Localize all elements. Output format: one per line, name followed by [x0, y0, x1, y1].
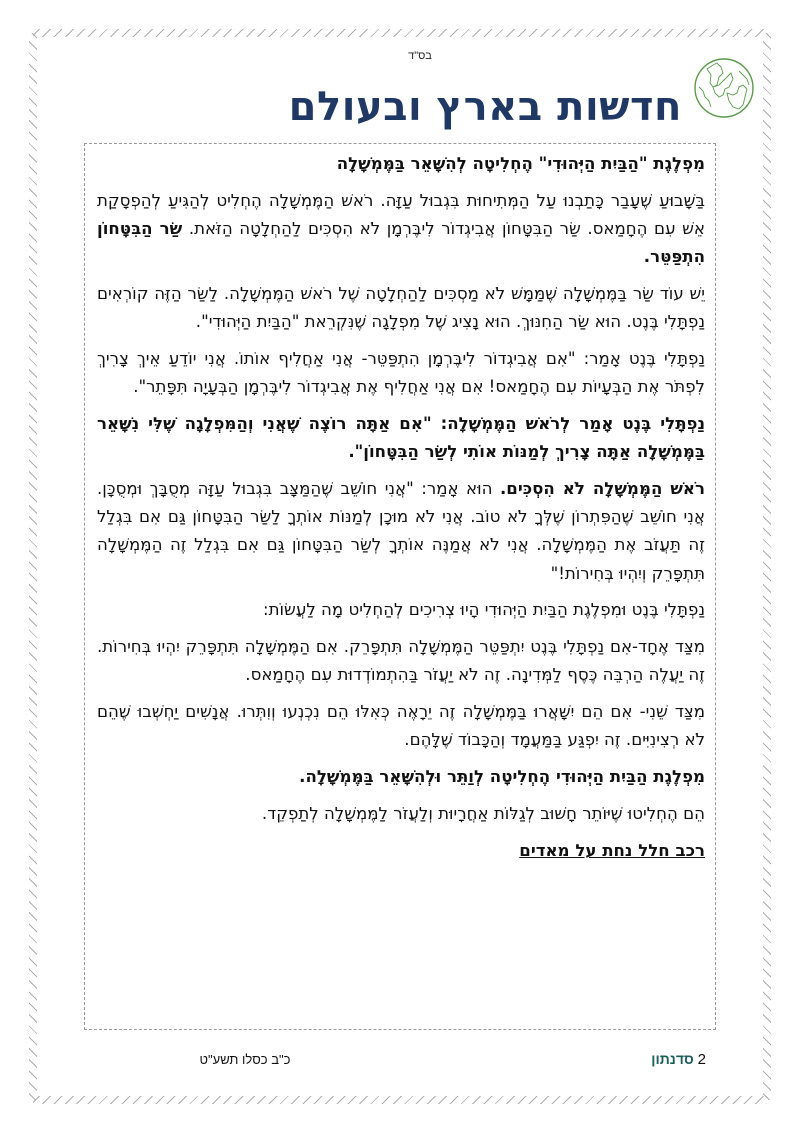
globe-icon [693, 57, 755, 119]
article-paragraph-4: נַפְתָּלִי בֶּנֶט אָמַר לְרֹאשׁ הַמֶּמְשָׁלָה: "אִם אַתָּה רוֹצֶה שֶׁאֲנִי וְהַמִּפְלָגָה שֶׁלִּי נִשָּׁאֵר בַּמֶּמְשָׁלָה אַתָּה צָרִיךְ לְמַנּוֹת אוֹתִי לְשַׂר הַבִּטָּחוֹן". [97, 414, 705, 462]
bsd-header: בס"ד [408, 50, 432, 62]
footer-brand [651, 1051, 710, 1068]
next-article-headline: רכב חלל נחת על מאדים [519, 840, 705, 860]
border-hatch-right [763, 33, 771, 1100]
article-paragraph-1 [97, 187, 705, 272]
article-paragraph-9: מִפְלֶגֶת הַבַּיִת הַיְּהוּדִי הֶחְלִיטָה לְוַתֵּר וּלְהִשָּׁאֵר בַּמֶּמְשָׁלָה. [299, 767, 705, 787]
page-number: 2 [697, 1051, 706, 1068]
article-paragraph-7: מִצַּד אֶחָד-אִם נַפְתָּלִי בֶּנֶט יִתְפַּטֵּר הַמֶּמְשָׁלָה תִּתְפָּרֵק. אִם הַמֶּמְשָׁלָה תִּתְפָּרֵק יִהְיוּ בְּחִירוֹת. זֶה יַעֲלֶה הַרְבֵּה כֶּסֶף לַמְּדִינָה. זֶה לֹא יַעֲזֹר בַּהִתְמוֹדְדוּת עִם הֶחָמַאס. [97, 637, 705, 685]
article-headline: מִפְלֶגֶת "הַבַּיִת הַיְּהוּדִי" הֶחְלִיטָה לְהִשָּׁאֵר בַּמֶּמְשָׁלָה [336, 154, 705, 173]
article-paragraph-8: מִצַּד שֵׁנִי- אִם הֵם יִשָּׁאֲרוּ בַּמֶּמְשָׁלָה זֶה יֵרָאֶה כְּאִלּוּ הֵם נִכְנְעוּ וְוִתְּרוּ. אֲנָשִׁים יַחְשְׁבוּ שֶׁהֵם לֹא רְצִינִיִּים. זֶה יִפְגַּע בַּמַּעֲמָד וְהַכָּבוֹד שֶׁלָּהֶם. [97, 702, 705, 750]
brand-name: סדנתון [651, 1051, 694, 1067]
paragraph-emphasis: רֹאשׁ הַמֶּמְשָׁלָה לֹא הִסְכִּים. [500, 479, 705, 498]
article-paragraph-10: הֵם הֶחְלִיטוּ שֶׁיּוֹתֵר חָשׁוּב לְגַלּוֹת אַחֲרָיוּת וְלַעֲזֹר לַמֶּמְשָׁלָה לְתַפְקֵד. [261, 804, 705, 823]
article-box [84, 143, 716, 1030]
article-paragraph-6: נַפְתָּלִי בֶּנֶט וּמִפְלֶגֶת הַבַּיִת הַיְּהוּדִי הָיוּ צְרִיכִים לְהַחְלִיט מָה לַעֲשׂוֹת: [263, 600, 705, 620]
footer-date: כ"ב כסלו תשע"ט [199, 1052, 291, 1067]
article-paragraph-3: נַפְתָּלִי בֶּנֶט אָמַר: "אִם אֲבִיגְדוֹר לִיבֶּרְמָן הִתְפַּטֵּר- אֲנִי אַחֲלִיף אוֹתוֹ. אֲנִי יוֹדֵעַ אֵיךְ צָרִיךְ לִפְתֹּר אֶת הַבְּעָיוֹת עִם הֶחָמַאס! אִם אֲנִי אַחֲלִיף אֶת אֲבִיגְדוֹר לִיבֶּרְמָן הַבְּעָיָה תִּפָּתֵר". [97, 349, 705, 397]
border-hatch-bottom [33, 1096, 767, 1104]
article-paragraph-2: יֵשׁ עוֹד שַׂר בַּמֶּמְשָׁלָה שֶׁמַּמָּשׁ לֹא מַסְכִּים לַהַחְלָטָה שֶׁל רֹאשׁ הַמֶּמְשָׁלָה. לַשַּׂר הַזֶּה קוֹרְאִים נַפְתָּלִי בֶּנֶט. הוּא שַׂר הַחִנּוּךְ. הוּא נָצִיג שֶׁל מִפְלָגָה שֶׁנִּקְרֵאת "הַבַּיִת הַיְּהוּדִי". [97, 284, 705, 332]
article-paragraph-5 [97, 475, 705, 588]
page-title: חדשות בארץ ובעולם [288, 84, 682, 130]
border-hatch-left [29, 33, 37, 1100]
paragraph-text: הוּא אָמַר: "אֲנִי חוֹשֵׁב שֶׁהַמַּצָּב בִּגְבוּל עַזָּה מְסֻבָּךְ וּמְסֻכָּן. אֲנִי חוֹשֵׁב שֶׁהַפִּתְרוֹן שֶׁלְּךָ לֹא טוֹב. אֲנִי לֹא מוּכָן לְמַנּוֹת אוֹתְךָ לַשַּׂר הַבִּטָּחוֹן גַּם אִם בִּגְלַל זֶה תַּעֲזֹב אֶת הַמֶּמְשָׁלָה. אֲנִי לֹא אֲמַנֶּה אוֹתְךָ לְשַׂר הַבִּטָּחוֹן גַּם אִם בִּגְלַל זֶה הַמֶּמְשָׁלָה תִּתְפָּרֵק וְיִהְיוּ בְּחִירוֹת!" [97, 479, 705, 583]
paragraph-text: בַּשָּׁבוּעַ שֶׁעָבַר כָּתַבְנוּ עַל הַמְּתִיחוּת בִּגְבוּל עַזָּה. רֹאשׁ הַמֶּמְשָׁלָה הֶחְלִיט לְהַגִּיעַ לְהַפְסָקַת אֵשׁ עִם הֶחָמַאס. שַׂר הַבִּטָּחוֹן אֲבִיגְדוֹר לִיבֶּרְמָן לֹא הִסְכִּים לַהַחְלָטָה הַזֹּאת. [97, 190, 706, 238]
paragraph-emphasis: שַׂר הַבִּטָּחוֹן הִתְפַּטֵּר. [97, 219, 705, 267]
border-hatch-top [33, 29, 767, 37]
